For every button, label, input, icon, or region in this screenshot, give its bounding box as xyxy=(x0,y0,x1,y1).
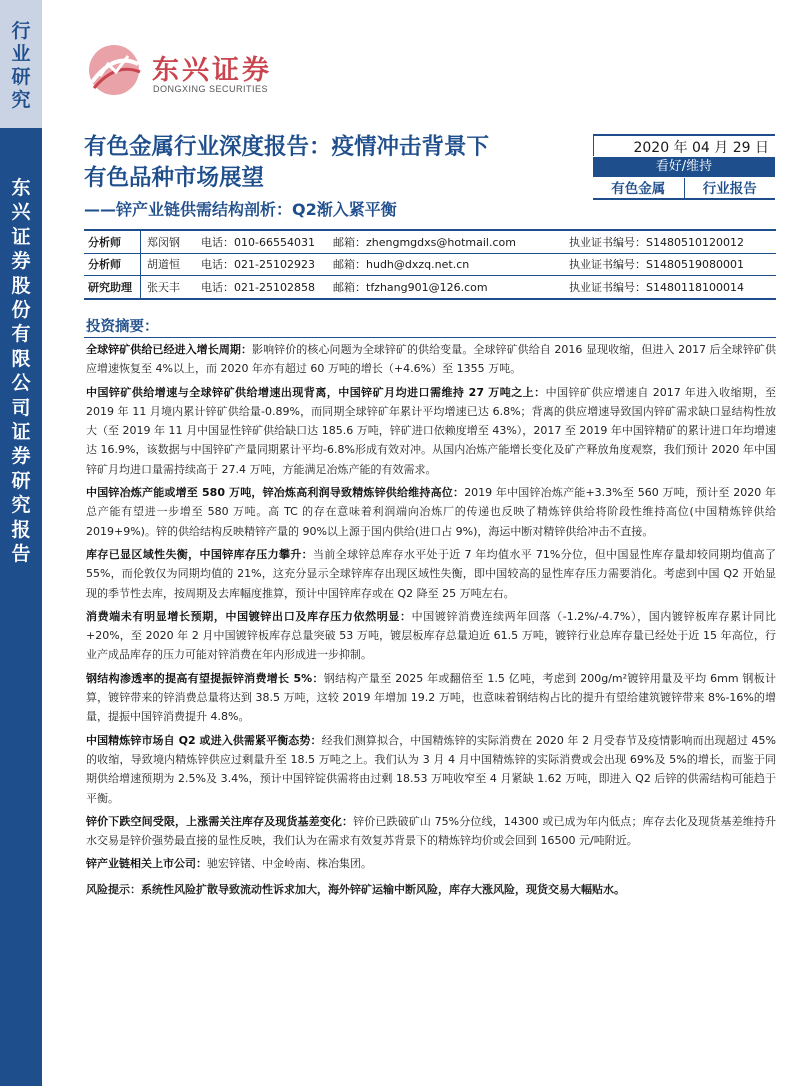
report-tags xyxy=(593,178,775,200)
paragraph-lead: 消费端未有明显增长预期，中国镀锌出口及库存压力依然明显： xyxy=(86,609,412,623)
risk-warning: 风险提示：系统性风险扩散导致流动性诉求加大，海外锌矿运输中断风险，库存大涨风险，现货交易大幅贴水。 xyxy=(86,882,625,896)
analyst-phone: 电话：010-66554031 xyxy=(197,230,329,253)
sidebar-company-label: 东 兴 证 券 股 份 有 限 公 司 证 券 研 究 报 告 xyxy=(11,177,31,566)
paragraph-lead: 钢结构渗透率的提高有望提振锌消费增长 5%： xyxy=(86,671,324,685)
paragraph-body: 中国锌矿供应增速自 2017 年进入收缩期，至 2019 年 11 月境内累计锌矿供给量-0.89%，而同期全球锌矿年累计平均增速已达 6.8%；背离的供应增速导致国内锌矿需求缺口显结构性放大（至 2019 年 11 月中国显性锌矿供给缺口达 185.6 万吨，锌矿进口依赖度增至 43%），2017 至 2019 年中国锌精矿的累计进口年均增速达 16.9%，该数据与中国锌矿产量同期累计平均-6.8%形成有效对冲。从国内冶炼产能增长变化及矿产释放角度观察，我们预计 2020 年中国锌矿月均进口量需持续高于 27.4 万吨，方能满足冶炼产能的有效需求。 xyxy=(86,385,776,476)
analyst-cert: 执业证书编号：S1480118100014 xyxy=(569,280,744,294)
summary-paragraph xyxy=(86,383,776,479)
analyst-role: 分析师 xyxy=(84,253,141,276)
summary-paragraph xyxy=(86,607,776,665)
paragraph-body: 锌价已跌破矿山 75%分位线，14300 或已成为年内低点；库存去化及现货基差维持升水交易是锌价强势最直接的显性反映，我们认为在需求有效复苏背景下的精炼锌均价或会回到 16500 元/吨附近。 xyxy=(86,814,777,848)
sidebar-category-label: 行 业 研 究 xyxy=(11,20,31,111)
analyst-email: 邮箱：tfzhang901@126.com xyxy=(333,280,488,294)
paragraph-lead: 中国锌矿供给增速与全球锌矿供给增速出现背离，中国锌矿月均进口需维持 27 万吨之上： xyxy=(86,385,546,399)
paragraph-body: 经我们测算拟合，中国精炼锌的实际消费在 2020 年 2 月受春节及疫情影响而出现超过 45%的收缩，导致境内精炼锌供应过剩量升至 18.5 万吨之上。我们认为 3 月 4 月中国精炼锌的实际消费或会出现 69%及 5%的增长，而鉴于同期供给增速预期为 2.5%及 3.4%，预计中国锌锭供需将由过剩 18.53 万吨收窄至 4 月紧缺 1.62 万吨，即进入 Q2 后锌的供需结构可能趋于平衡。 xyxy=(86,733,776,805)
paragraph-body: 中国镀锌消费连续两年回落（-1.2%/-4.7%），国内镀锌板库存累计同比+20%，至 2020 年 2 月中国镀锌板库存总量突破 53 万吨，镀层板库存总量迫近 61.5 万吨，镀锌行业总库存量已经处于近 15 年高位，行业产成品库存的压力可能对锌消费在年内形成进一步抑制。 xyxy=(86,609,776,662)
summary-heading: 投资摘要： xyxy=(86,319,159,335)
report-title-line-2: 有色品种市场展望 xyxy=(84,165,265,191)
analyst-cert: 执业证书编号：S1480510120012 xyxy=(565,230,776,253)
summary-paragraph xyxy=(86,545,776,603)
summary-paragraph xyxy=(86,854,776,873)
report-type-tag: 行业报告 xyxy=(685,178,776,200)
logo-chinese-text: 东兴证券 xyxy=(152,55,272,86)
sidebar xyxy=(0,0,42,1086)
paragraph-lead: 中国锌冶炼产能或增至 580 万吨，锌冶炼高利润导致精炼锌供给维持高位： xyxy=(86,486,465,500)
analyst-role: 研究助理 xyxy=(84,276,141,299)
paragraph-lead: 库存已显区域性失衡，中国锌库存压力攀升： xyxy=(86,547,314,561)
analyst-phone: 电话：021-25102923 xyxy=(197,253,329,276)
paragraph-body: 钢结构产量至 2025 年或翻倍至 1.5 亿吨，考虑到 200g/m²镀锌用量及平均 6mm 钢板计算，镀锌带来的锌消费总量将达到 38.5 万吨，这较 2019 年增加 19.2 万吨，也意味着钢结构占比的提升有望给建筑镀锌带来 8%-16%的增量，提振中国锌消费提升 4.8%。 xyxy=(86,671,776,724)
analyst-cert: 执业证书编号：S1480519080001 xyxy=(565,253,776,276)
logo-english-text: DONGXING SECURITIES xyxy=(153,84,269,94)
report-date: 2020 年 04 月 29 日 xyxy=(593,134,775,156)
rating-badge: 看好/维持 xyxy=(593,157,775,177)
logo-mark-icon xyxy=(84,42,146,98)
summary-paragraph xyxy=(86,731,776,808)
analyst-email: 邮箱：hudh@dxzq.net.cn xyxy=(329,253,565,276)
analyst-name: 张天丰 xyxy=(147,280,180,294)
paragraph-body: 2019 年中国锌冶炼产能+3.3%至 560 万吨，预计至 2020 年总产能有望进一步增至 580 万吨。高 TC 的存在意味着利润端向冶炼厂的传递也反映了精炼锌供给将阶段性维持高位(中国精炼锌供给 2019+9%)。锌的供给结构反映精锌产量的 90%以上源于国内供给(进口占 9%)，海运中断对精锌供给冲击不直接。 xyxy=(86,486,776,538)
table-row xyxy=(84,230,776,253)
analyst-name: 胡道恒 xyxy=(141,253,198,276)
analyst-role: 分析师 xyxy=(84,230,141,253)
summary-paragraph xyxy=(86,812,776,851)
paragraph-lead: 锌产业链相关上市公司： xyxy=(86,857,207,871)
paragraph-body: 驰宏锌锗、中金岭南、株冶集团。 xyxy=(207,857,372,871)
summary-paragraph xyxy=(86,669,776,727)
paragraph-body: 影响锌价的核心问题为全球锌矿的供给变量。全球锌矿供给自 2016 显现收缩，但进入 2017 后全球锌矿供应增速恢复至 4%以上，而 2020 年亦有超过 60 万吨的增长（+4.6%）至 1355 万吨。 xyxy=(86,343,776,376)
divider xyxy=(84,337,776,338)
summary-paragraph xyxy=(86,483,776,541)
paragraph-body: 当前全球锌总库存水平处于近 7 年均值水平 71%分位，但中国显性库存量却较同期均值高了 55%，而伦敦仅为同期均值的 21%，这充分显示全球锌库存出现区域性失衡，即中国较高的显性库存压力需要消化。考虑到中国 Q2 开始显现的季节性去库，按周期及去库幅度推算，预计中国锌库存或在 Q2 降至 25 万吨左右。 xyxy=(86,547,777,600)
report-title-line-1: 有色金属行业深度报告：疫情冲击背景下 xyxy=(84,134,490,160)
analyst-phone: 电话：021-25102858 xyxy=(201,280,315,294)
table-row xyxy=(84,253,776,276)
report-title-block xyxy=(84,132,574,220)
industry-tag: 有色金属 xyxy=(593,178,685,200)
analyst-name: 郑闵钢 xyxy=(141,230,198,253)
report-meta-box xyxy=(593,134,775,200)
paragraph-lead: 全球锌矿供给已经进入增长周期： xyxy=(86,343,253,356)
table-row xyxy=(84,276,776,299)
report-subtitle: ——锌产业链供需结构剖析：Q2渐入紧平衡 xyxy=(84,200,397,219)
paragraph-lead: 中国精炼锌市场自 Q2 或进入供需紧平衡态势： xyxy=(86,733,322,747)
company-logo xyxy=(84,42,324,102)
analyst-table xyxy=(84,229,776,300)
paragraph-lead: 锌价下跌空间受限，上涨需关注库存及现货基差变化： xyxy=(86,814,354,828)
summary-paragraph xyxy=(86,340,776,379)
summary-content xyxy=(86,340,776,903)
analyst-email: 邮箱：zhengmgdxs@hotmail.com xyxy=(329,230,565,253)
